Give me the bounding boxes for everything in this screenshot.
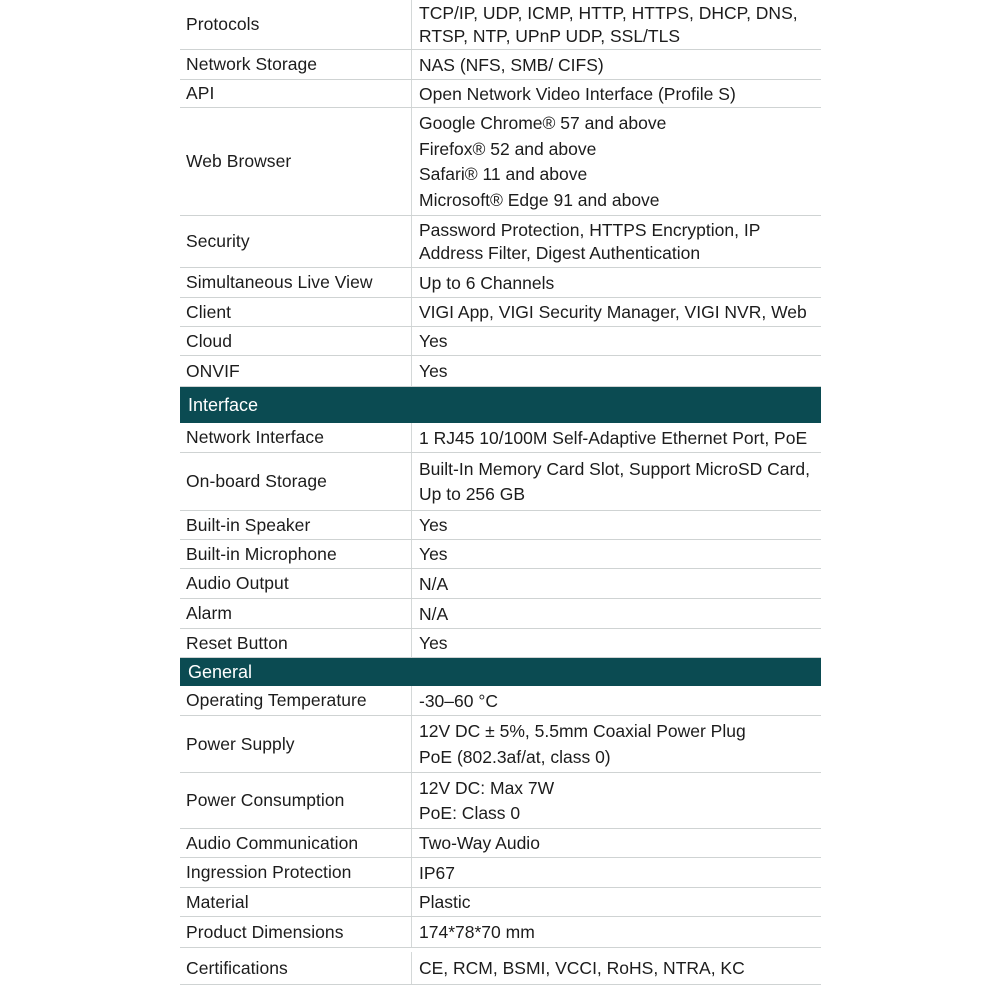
spec-value-line: N/A bbox=[419, 603, 449, 624]
spec-row-protocols bbox=[180, 0, 821, 50]
spec-row-power-supply bbox=[180, 716, 821, 773]
spec-value-line: Safari® 11 and above bbox=[419, 164, 588, 185]
spec-value bbox=[419, 858, 819, 887]
spec-label: Material bbox=[186, 891, 249, 912]
column-divider bbox=[411, 108, 412, 215]
column-divider bbox=[411, 298, 412, 326]
spec-row-built-in-speaker bbox=[180, 511, 821, 540]
spec-value-line: VIGI App, VIGI Security Manager, VIGI NVR, Web bbox=[419, 302, 807, 322]
spec-label: Operating Temperature bbox=[186, 690, 367, 710]
spec-value bbox=[419, 773, 819, 828]
spec-value-line: PoE: Class 0 bbox=[419, 803, 521, 823]
spec-label: ONVIF bbox=[186, 360, 240, 381]
spec-value-line: NAS (NFS, SMB/ CIFS) bbox=[419, 54, 604, 75]
spec-label: Power Supply bbox=[186, 733, 295, 754]
spec-row-reset-button bbox=[180, 629, 821, 658]
column-divider bbox=[411, 327, 412, 355]
spec-value bbox=[419, 298, 819, 326]
spec-row-power-consumption bbox=[180, 773, 821, 829]
spec-value bbox=[419, 888, 819, 916]
column-divider bbox=[411, 0, 412, 49]
spec-value-line: 174*78*70 mm bbox=[419, 922, 535, 942]
column-divider bbox=[411, 569, 412, 598]
spec-value-line: Yes bbox=[419, 633, 448, 653]
column-divider bbox=[411, 356, 412, 386]
column-divider bbox=[411, 917, 412, 947]
spec-value bbox=[419, 569, 819, 598]
spec-row-on-board-storage bbox=[180, 453, 821, 511]
section-header-interface: Interface bbox=[180, 387, 821, 423]
spec-label: Client bbox=[186, 301, 232, 322]
spec-value-line: Yes bbox=[419, 544, 448, 564]
spec-value bbox=[419, 216, 819, 267]
spec-value bbox=[419, 80, 819, 107]
spec-label: Network Storage bbox=[186, 54, 318, 74]
spec-value-line: 1 RJ45 10/100M Self-Adaptive Ethernet Port, PoE bbox=[419, 427, 808, 448]
spec-value bbox=[419, 453, 819, 510]
spec-label: Power Consumption bbox=[186, 790, 345, 810]
column-divider bbox=[411, 268, 412, 297]
spec-value-line: Address Filter, Digest Authentication bbox=[419, 243, 701, 264]
spec-value-line: Password Protection, HTTPS Encryption, IP bbox=[419, 219, 761, 240]
spec-label: Product Dimensions bbox=[186, 921, 344, 942]
column-divider bbox=[411, 629, 412, 657]
spec-label: Built-in Microphone bbox=[186, 543, 337, 564]
column-divider bbox=[411, 888, 412, 916]
spec-value bbox=[419, 917, 819, 947]
column-divider bbox=[411, 423, 412, 452]
column-divider bbox=[411, 773, 412, 828]
spec-value-line: 12V DC: Max 7W bbox=[419, 778, 555, 798]
spec-value bbox=[419, 716, 819, 772]
spec-value bbox=[419, 0, 819, 49]
spec-label: Reset Button bbox=[186, 632, 288, 653]
column-divider bbox=[411, 80, 412, 107]
spec-value-line: Up to 256 GB bbox=[419, 484, 526, 505]
spec-value-line: N/A bbox=[419, 573, 449, 594]
spec-value-line: CE, RCM, BSMI, VCCI, RoHS, NTRA, KC bbox=[419, 958, 745, 978]
spec-value bbox=[419, 423, 819, 452]
spec-value bbox=[419, 108, 819, 215]
column-divider bbox=[411, 453, 412, 510]
spec-value-line: 12V DC ± 5%, 5.5mm Coaxial Power Plug bbox=[419, 721, 746, 742]
spec-row-security bbox=[180, 216, 821, 268]
spec-label: Ingression Protection bbox=[186, 862, 352, 882]
spec-value-line: IP67 bbox=[419, 862, 455, 883]
spec-label: Certifications bbox=[186, 957, 288, 978]
column-divider bbox=[411, 686, 412, 715]
spec-value bbox=[419, 511, 819, 539]
spec-value bbox=[419, 50, 819, 79]
spec-label: Protocols bbox=[186, 14, 260, 34]
spec-row-network-storage bbox=[180, 50, 821, 80]
spec-value-line: Built-In Memory Card Slot, Support MicroSD Card, bbox=[419, 458, 810, 479]
spec-label: On-board Storage bbox=[186, 471, 327, 491]
spec-value-line: Firefox® 52 and above bbox=[419, 138, 597, 159]
spec-label: Audio Communication bbox=[186, 832, 359, 853]
column-divider bbox=[411, 952, 412, 984]
spec-row-certifications bbox=[180, 952, 821, 985]
spec-row-api bbox=[180, 80, 821, 108]
spec-row-audio-communication bbox=[180, 829, 821, 858]
spec-value-line: Plastic bbox=[419, 892, 471, 912]
spec-row-client bbox=[180, 298, 821, 327]
spec-value-line: Up to 6 Channels bbox=[419, 272, 555, 293]
spec-label: Built-in Speaker bbox=[186, 514, 311, 535]
spec-value-line: Open Network Video Interface (Profile S) bbox=[419, 83, 736, 104]
spec-value bbox=[419, 686, 819, 715]
spec-value-line: Microsoft® Edge 91 and above bbox=[419, 189, 660, 210]
spec-value-line: Google Chrome® 57 and above bbox=[419, 113, 667, 134]
spec-row-ingression-protection bbox=[180, 858, 821, 888]
spec-row-simultaneous-live-view bbox=[180, 268, 821, 298]
spec-value-line: Yes bbox=[419, 515, 448, 535]
spec-row-material bbox=[180, 888, 821, 917]
spec-label: Network Interface bbox=[186, 427, 324, 447]
spec-value-line: Two-Way Audio bbox=[419, 833, 540, 853]
column-divider bbox=[411, 540, 412, 568]
column-divider bbox=[411, 716, 412, 772]
column-divider bbox=[411, 858, 412, 887]
spec-row-cloud bbox=[180, 327, 821, 356]
spec-label: Web Browser bbox=[186, 151, 292, 171]
spec-row-alarm bbox=[180, 599, 821, 629]
spec-value bbox=[419, 268, 819, 297]
spec-value-line: RTSP, NTP, UPnP UDP, SSL/TLS bbox=[419, 26, 681, 46]
spec-label: Security bbox=[186, 231, 250, 251]
spec-value bbox=[419, 356, 819, 386]
spec-label: Simultaneous Live View bbox=[186, 272, 373, 292]
spec-row-built-in-microphone bbox=[180, 540, 821, 569]
spec-value-line: Yes bbox=[419, 361, 448, 381]
spec-value bbox=[419, 327, 819, 355]
spec-value-line: PoE (802.3af/at, class 0) bbox=[419, 746, 611, 767]
spec-value bbox=[419, 540, 819, 568]
spec-row-operating-temperature bbox=[180, 686, 821, 716]
column-divider bbox=[411, 829, 412, 857]
spec-row-audio-output bbox=[180, 569, 821, 599]
spec-value bbox=[419, 629, 819, 657]
spec-value bbox=[419, 952, 819, 984]
spec-value bbox=[419, 829, 819, 857]
spec-label: Cloud bbox=[186, 330, 232, 351]
spec-row-onvif bbox=[180, 356, 821, 387]
spec-row-network-interface bbox=[180, 423, 821, 453]
spec-row-web-browser bbox=[180, 108, 821, 216]
spec-label: API bbox=[186, 83, 215, 103]
spec-value-line: -30–60 °C bbox=[419, 690, 498, 711]
spec-label: Alarm bbox=[186, 603, 232, 623]
spec-value-line: TCP/IP, UDP, ICMP, HTTP, HTTPS, DHCP, DNS, bbox=[419, 3, 798, 23]
column-divider bbox=[411, 50, 412, 79]
column-divider bbox=[411, 216, 412, 267]
spec-label: Audio Output bbox=[186, 573, 289, 593]
spec-value-line: Yes bbox=[419, 331, 448, 351]
section-header-general: General bbox=[180, 658, 821, 686]
spec-value bbox=[419, 599, 819, 628]
column-divider bbox=[411, 599, 412, 628]
column-divider bbox=[411, 511, 412, 539]
spec-row-product-dimensions bbox=[180, 917, 821, 948]
